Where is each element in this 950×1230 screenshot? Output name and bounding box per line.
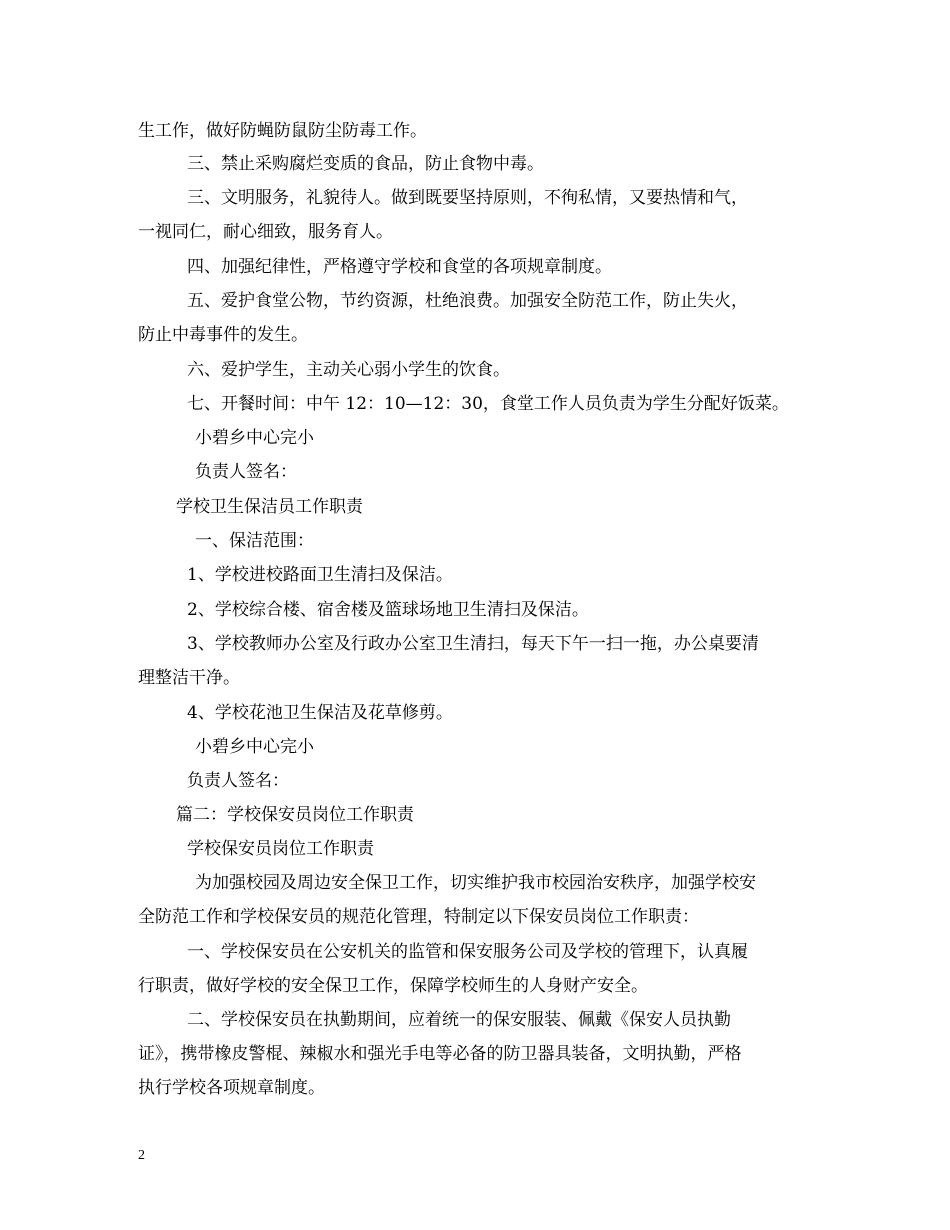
signature-organization: 小碧乡中心完小 (195, 737, 314, 757)
section-title: 学校保安员岗位工作职责 (187, 839, 374, 859)
text-line: 一视同仁，耐心细致，服务育人。 (138, 222, 393, 242)
text-line: 五、爱护食堂公物，节约资源，杜绝浪费。加强安全防范工作，防止失火， (187, 291, 748, 311)
section-heading: 学校卫生保洁员工作职责 (176, 497, 363, 517)
signature-label: 负责人签名： (195, 462, 297, 482)
signature-organization: 小碧乡中心完小 (195, 428, 314, 448)
text-line: 为加强校园及周边安全保卫工作，切实维护我市校园治安秩序，加强学校安 (195, 873, 756, 893)
signature-label: 负责人签名： (187, 771, 289, 791)
page-number: 2 (138, 1148, 145, 1163)
text-line: 三、禁止采购腐烂变质的食品，防止食物中毒。 (187, 154, 544, 174)
text-line: 执行学校各项规章制度。 (138, 1078, 325, 1098)
section-heading: 篇二：学校保安员岗位工作职责 (176, 805, 414, 825)
text-line: 防止中毒事件的发生。 (138, 325, 308, 345)
text-line: 证》，携带橡皮警棍、辣椒水和强光手电等必备的防卫器具装备，文明执勤，严格 (138, 1044, 742, 1064)
text-line: 三、文明服务，礼貌待人。做到既要坚持原则，不徇私情，又要热情和气， (187, 188, 748, 208)
text-line: 四、加强纪律性，严格遵守学校和食堂的各项规章制度。 (187, 257, 612, 277)
text-line: 理整洁干净。 (138, 668, 240, 688)
text-line: 1、学校进校路面卫生清扫及保洁。 (187, 565, 453, 585)
text-line: 七、开餐时间：中午 12：10—12：30，食堂工作人员负责为学生分配好饭菜。 (187, 394, 789, 414)
text-line: 一、保洁范围： (195, 531, 314, 551)
text-line: 行职责，做好学校的安全保卫工作，保障学校师生的人身财产安全。 (138, 976, 648, 996)
text-line: 4、学校花池卫生保洁及花草修剪。 (187, 703, 453, 723)
text-line: 六、爱护学生，主动关心弱小学生的饮食。 (187, 360, 510, 380)
text-line: 全防范工作和学校保安员的规范化管理，特制定以下保安员岗位工作职责： (138, 907, 699, 927)
text-line: 3、学校教师办公室及行政办公室卫生清扫，每天下午一扫一拖，办公桌要清 (187, 634, 759, 654)
text-line: 一、学校保安员在公安机关的监管和保安服务公司及学校的管理下，认真履 (187, 942, 748, 962)
text-line: 2、学校综合楼、宿舍楼及篮球场地卫生清扫及保洁。 (187, 600, 589, 620)
text-line: 生工作，做好防蝇防鼠防尘防毒工作。 (138, 121, 427, 141)
text-line: 二、学校保安员在执勤期间，应着统一的保安服装、佩戴《保安人员执勤 (187, 1010, 731, 1030)
